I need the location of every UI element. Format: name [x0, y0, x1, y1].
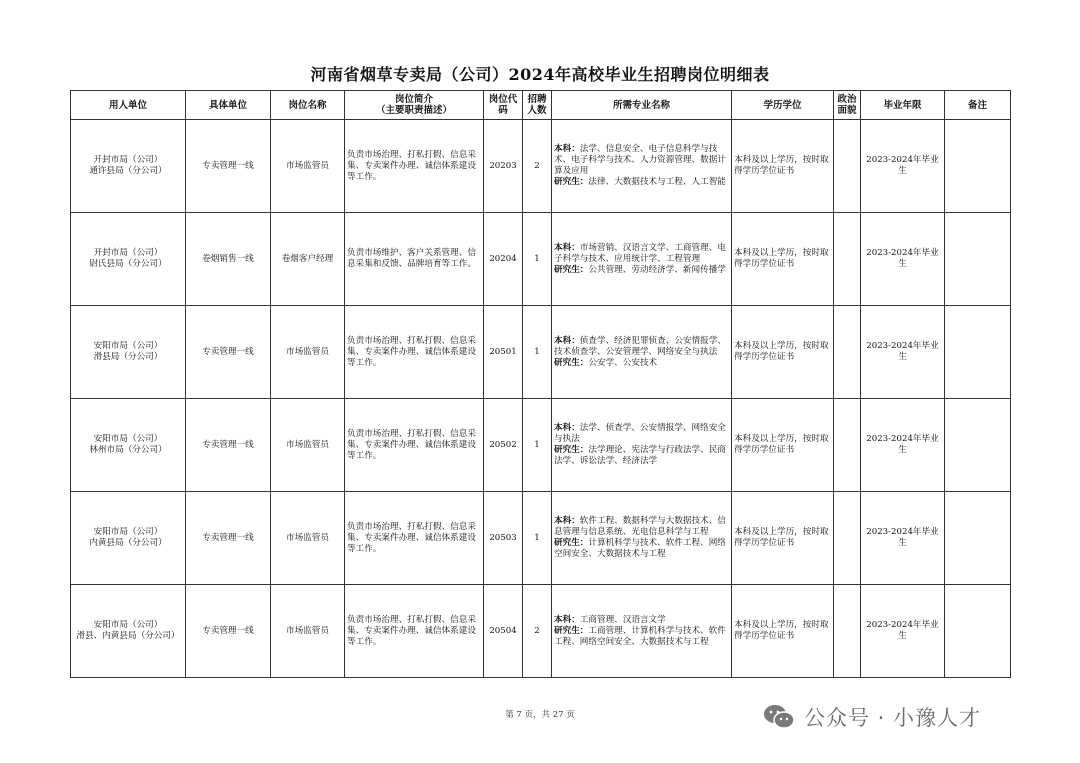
undergrad-majors: 法学、信息安全、电子信息科学与技术、电子科学与技术、人力资源管理、数据计算及应用	[554, 144, 726, 176]
header-degree: 学历学位	[732, 91, 834, 120]
header-remarks: 备注	[945, 91, 1011, 120]
undergrad-majors: 侦查学、经济犯罪侦查、公安情报学、技术侦查学、公安管理学、网络安全与执法	[554, 335, 726, 357]
cell-political	[834, 120, 861, 213]
header-dept: 具体单位	[186, 91, 271, 120]
cell-dept: 专卖管理一线	[186, 492, 271, 585]
wechat-icon	[762, 703, 796, 731]
cell-count: 1	[523, 492, 552, 585]
cell-degree: 本科及以上学历，按时取得学历学位证书	[732, 492, 834, 585]
cell-grad-year: 2023-2024年毕业生	[861, 585, 945, 678]
undergrad-label: 本科：	[554, 614, 580, 625]
document-title: 河南省烟草专卖局（公司）2024年高校毕业生招聘岗位明细表	[310, 65, 770, 84]
table-row	[71, 492, 1011, 585]
page-footer: 第 7 页，共 27 页	[505, 710, 575, 720]
header-unit: 用人单位	[71, 91, 186, 120]
cell-majors	[552, 306, 732, 399]
cell-grad-year: 2023-2024年毕业生	[861, 492, 945, 585]
undergrad-majors: 软件工程、数据科学与大数据技术、信息管理与信息系统、光电信息科学与工程	[554, 516, 726, 537]
cell-count: 1	[523, 306, 552, 399]
cell-grad-year: 2023-2024年毕业生	[861, 120, 945, 213]
cell-political	[834, 399, 861, 492]
grad-majors: 公安学、公安技术	[588, 357, 658, 368]
cell-degree: 本科及以上学历，按时取得学历学位证书	[732, 120, 834, 213]
undergrad-label: 本科：	[554, 516, 580, 526]
cell-unit: 开封市局（公司） 尉氏县局（分公司）	[71, 213, 186, 306]
undergrad-label: 本科：	[554, 144, 580, 154]
cell-position: 市场监管员	[271, 492, 345, 585]
header-grad-year: 毕业年限	[861, 91, 945, 120]
grad-label: 研究生：	[554, 177, 589, 187]
watermark	[762, 702, 981, 732]
table-row	[71, 120, 1011, 213]
cell-grad-year: 2023-2024年毕业生	[861, 306, 945, 399]
cell-political	[834, 492, 861, 585]
undergrad-majors: 工商管理、汉语言文学	[579, 614, 666, 625]
cell-code: 20503	[484, 492, 523, 585]
cell-duties: 负责市场治理、打私打假、信息采集、专卖案件办理、诚信体系建设等工作。	[345, 120, 484, 213]
grad-majors: 法律、大数据技术与工程、人工智能	[588, 177, 726, 187]
undergrad-label: 本科：	[554, 242, 580, 253]
grad-label: 研究生：	[554, 445, 589, 455]
cell-code: 20501	[484, 306, 523, 399]
cell-majors	[552, 213, 732, 306]
grad-majors: 计算机科学与技术、软件工程、网络空间安全、大数据技术与工程	[554, 538, 726, 559]
cell-majors	[552, 585, 732, 678]
cell-remarks	[945, 213, 1011, 306]
cell-code: 20502	[484, 399, 523, 492]
header-position: 岗位名称	[271, 91, 345, 120]
header-majors: 所需专业名称	[552, 91, 732, 120]
cell-remarks	[945, 306, 1011, 399]
cell-dept: 专卖管理一线	[186, 399, 271, 492]
table-header-row	[71, 91, 1011, 120]
cell-degree: 本科及以上学历，按时取得学历学位证书	[732, 306, 834, 399]
grad-label: 研究生：	[554, 357, 589, 368]
cell-count: 2	[523, 120, 552, 213]
cell-dept: 专卖管理一线	[186, 120, 271, 213]
cell-unit: 安阳市局（公司） 林州市局（分公司）	[71, 399, 186, 492]
cell-duties: 负责市场治理、打私打假、信息采集、专卖案件办理、诚信体系建设等工作。	[345, 585, 484, 678]
cell-unit: 安阳市局（公司） 内黄县局（分公司）	[71, 492, 186, 585]
cell-majors	[552, 399, 732, 492]
cell-position: 市场监管员	[271, 399, 345, 492]
undergrad-majors: 市场营销、汉语言文学、工商管理、电子科学与技术、应用统计学、工程管理	[554, 242, 726, 264]
job-positions-table	[70, 90, 1011, 678]
cell-remarks	[945, 585, 1011, 678]
header-code: 岗位代码	[484, 91, 523, 120]
cell-remarks	[945, 120, 1011, 213]
watermark-text: 公众号 · 小豫人才	[804, 706, 982, 730]
undergrad-majors: 法学、侦查学、公安情报学、网络安全与执法	[554, 423, 726, 444]
cell-code: 20504	[484, 585, 523, 678]
cell-position: 市场监管员	[271, 306, 345, 399]
cell-dept: 专卖管理一线	[186, 306, 271, 399]
cell-count: 1	[523, 399, 552, 492]
cell-code: 20203	[484, 120, 523, 213]
cell-unit: 安阳市局（公司） 滑县、内黄县局（分公司）	[71, 585, 186, 678]
cell-grad-year: 2023-2024年毕业生	[861, 399, 945, 492]
grad-majors: 工商管理、计算机科学与技术、软件工程、网络空间安全、大数据技术与工程	[554, 625, 726, 647]
undergrad-label: 本科：	[554, 335, 580, 346]
header-political: 政治面貌	[834, 91, 861, 120]
undergrad-label: 本科：	[554, 423, 580, 433]
cell-dept: 卷烟销售一线	[186, 213, 271, 306]
cell-unit: 开封市局（公司） 通许县局（分公司）	[71, 120, 186, 213]
cell-degree: 本科及以上学历，按时取得学历学位证书	[732, 213, 834, 306]
table-row	[71, 585, 1011, 678]
cell-code: 20204	[484, 213, 523, 306]
table-row	[71, 213, 1011, 306]
cell-position: 市场监管员	[271, 585, 345, 678]
grad-label: 研究生：	[554, 264, 589, 275]
header-count: 招聘人数	[523, 91, 552, 120]
cell-grad-year: 2023-2024年毕业生	[861, 213, 945, 306]
table-row	[71, 399, 1011, 492]
cell-majors	[552, 120, 732, 213]
cell-duties: 负责市场治理、打私打假、信息采集、专卖案件办理、诚信体系建设等工作。	[345, 399, 484, 492]
cell-degree: 本科及以上学历，按时取得学历学位证书	[732, 399, 834, 492]
cell-remarks	[945, 492, 1011, 585]
table-row	[71, 306, 1011, 399]
cell-count: 2	[523, 585, 552, 678]
cell-position: 市场监管员	[271, 120, 345, 213]
cell-duties: 负责市场治理、打私打假、信息采集、专卖案件办理、诚信体系建设等工作。	[345, 306, 484, 399]
cell-political	[834, 306, 861, 399]
grad-label: 研究生：	[554, 625, 589, 636]
grad-majors: 公共管理、劳动经济学、新闻传播学	[588, 264, 726, 275]
grad-label: 研究生：	[554, 538, 589, 548]
cell-unit: 安阳市局（公司） 滑县局（分公司）	[71, 306, 186, 399]
cell-count: 1	[523, 213, 552, 306]
cell-political	[834, 585, 861, 678]
header-duties: 岗位简介 （主要职责描述）	[345, 91, 484, 120]
cell-position: 卷烟客户经理	[271, 213, 345, 306]
cell-majors	[552, 492, 732, 585]
cell-duties: 负责市场治理、打私打假、信息采集、专卖案件办理、诚信体系建设等工作。	[345, 492, 484, 585]
cell-duties: 负责市场维护、客户关系管理、信息采集和反馈、品牌培育等工作。	[345, 213, 484, 306]
cell-dept: 专卖管理一线	[186, 585, 271, 678]
grad-majors: 法学理论、宪法学与行政法学、民商法学、诉讼法学、经济法学	[554, 445, 726, 466]
cell-degree: 本科及以上学历，按时取得学历学位证书	[732, 585, 834, 678]
cell-political	[834, 213, 861, 306]
cell-remarks	[945, 399, 1011, 492]
